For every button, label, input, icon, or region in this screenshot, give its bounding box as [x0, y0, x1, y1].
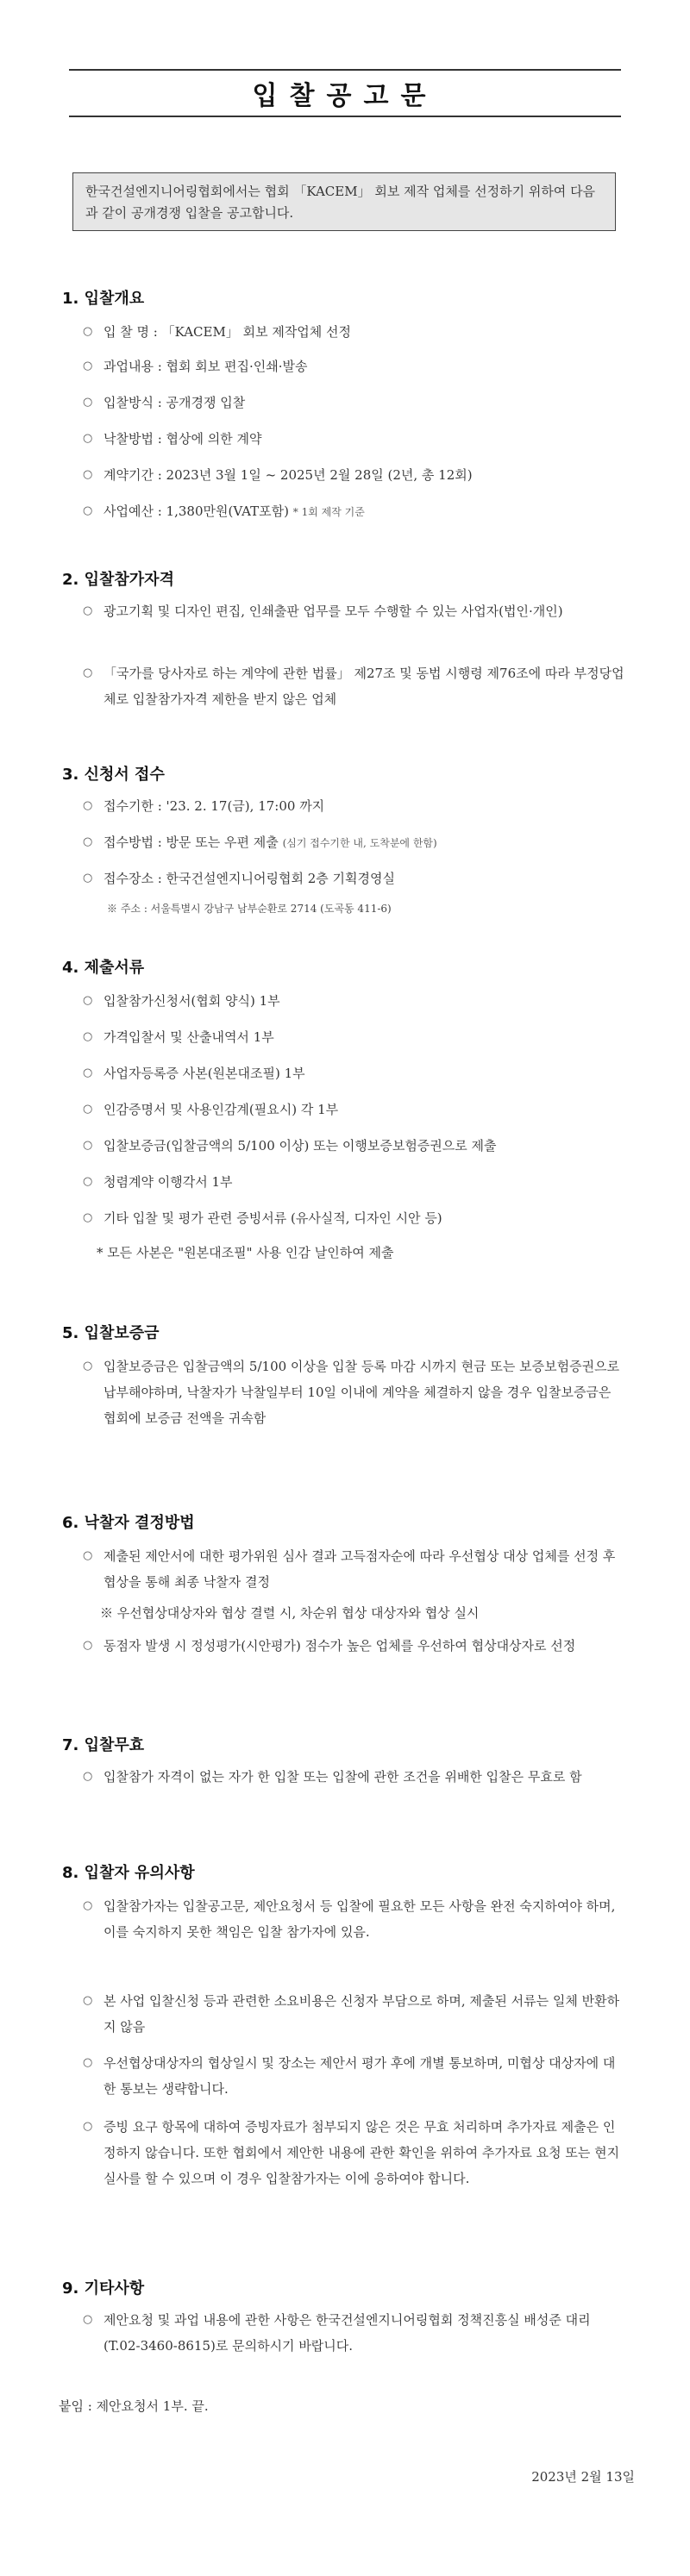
s3-item: ○ 접수기한 : '23. 2. 17(금), 17:00 까지	[83, 793, 626, 819]
bullet-icon: ○	[83, 1639, 93, 1652]
section-7-heading: 7. 입찰무효	[62, 1736, 145, 1754]
negotiation-note: ※ 우선협상대상자와 협상 결렬 시, 차순위 협상 대상자와 협상 실시	[100, 1605, 480, 1621]
bullet-icon: ○	[83, 604, 93, 617]
s9-item: ○ 제안요청 및 과업 내용에 관한 사항은 한국건설엔지니어링협회 정책진흥실 배성준 대리 (T.02-3460-8615)로 문의하시기 바랍니다.	[83, 2307, 626, 2359]
bullet-icon: ○	[83, 1899, 93, 1912]
notice-date: 2023년 2월 13일	[531, 2469, 635, 2485]
s8-item: ○ 증빙 요구 항목에 대하여 증빙자료가 첨부되지 않은 것은 무효 처리하며 추가자료 제출은 인정하지 않습니다. 또한 협회에서 제안한 내용에 관한 확인을 위하여 추가자료 요청 또는 현지실사를 할 수 있으며 이 경우 입찰참가자는 이에 응하여야 합니다.	[83, 2114, 626, 2191]
s3-item: ○ 접수장소 : 한국건설엔지니어링협회 2층 기획경영실	[83, 866, 626, 891]
s1-item: ○ 과업내용 : 협회 회보 편집·인쇄·발송	[83, 353, 626, 379]
section-1-heading: 1. 입찰개요	[62, 290, 145, 308]
s1-item: ○ 낙찰방법 : 협상에 의한 계약	[83, 426, 626, 452]
s6-item: ○ 동점자 발생 시 정성평가(시안평가) 점수가 높은 업체를 우선하여 협상대상자로 선정	[83, 1633, 626, 1659]
section-9-heading: 9. 기타사항	[62, 2279, 145, 2298]
bullet-icon: ○	[83, 504, 93, 517]
s4-item: ○ 인감증명서 및 사용인감계(필요시) 각 1부	[83, 1097, 626, 1122]
s2-item: ○ 「국가를 당사자로 하는 계약에 관한 법률」 제27조 및 동법 시행령 제76조에 따라 부정당업체로 입찰참가자격 제한을 받지 않은 업체	[83, 660, 626, 712]
s4-item: ○ 입찰보증금(입찰금액의 5/100 이상) 또는 이행보증보험증권으로 제출	[83, 1133, 626, 1159]
bullet-icon: ○	[83, 799, 93, 812]
bullet-icon: ○	[83, 666, 93, 679]
s4-item: ○ 기타 입찰 및 평가 관련 증빙서류 (유사실적, 디자인 시안 등)	[83, 1205, 626, 1231]
intro-box: 한국건설엔지니어링협회에서는 협회 「KACEM」 회보 제작 업체를 선정하기 위하여 다음과 같이 공개경쟁 입찰을 공고합니다.	[72, 172, 616, 231]
section-4-heading: 4. 제출서류	[62, 959, 145, 977]
originals-note: * 모든 사본은 "원본대조필" 사용 인감 날인하여 제출	[97, 1245, 394, 1260]
bullet-icon: ○	[83, 2313, 93, 2326]
s7-item: ○ 입찰참가 자격이 없는 자가 한 입찰 또는 입찰에 관한 조건을 위배한 입찰은 무효로 함	[83, 1764, 626, 1790]
bullet-icon: ○	[83, 1175, 93, 1188]
bullet-icon: ○	[83, 432, 93, 445]
method-note: (심기 접수기한 내, 도착분에 한함)	[282, 837, 437, 849]
s1-item: ○ 입 찰 명 : 「KACEM」 회보 제작업체 선정	[83, 319, 626, 345]
s2-item: ○ 광고기획 및 디자인 편집, 인쇄출판 업무를 모두 수행할 수 있는 사업자(법인·개인)	[83, 598, 626, 624]
bullet-icon: ○	[83, 1360, 93, 1372]
bullet-icon: ○	[83, 1994, 93, 2007]
bullet-icon: ○	[83, 1139, 93, 1152]
address-note: ※ 주소 : 서울특별시 강남구 남부순환로 2714 (도곡동 411-6)	[107, 903, 392, 915]
s4-item: ○ 청렴계약 이행각서 1부	[83, 1169, 626, 1195]
bullet-icon: ○	[83, 835, 93, 848]
section-2-heading: 2. 입찰참가자격	[62, 571, 174, 589]
s3-item: ○ 접수방법 : 방문 또는 우편 제출 (심기 접수기한 내, 도착분에 한함)	[83, 829, 626, 856]
bullet-icon: ○	[83, 872, 93, 885]
s8-item: ○ 입찰참가자는 입찰공고문, 제안요청서 등 입찰에 필요한 모든 사항을 완전 숙지하여야 하며, 이를 숙지하지 못한 책임은 입찰 참가자에 있음.	[83, 1893, 626, 1945]
section-3-heading: 3. 신청서 접수	[62, 766, 165, 784]
attachment-line: 붙임 : 제안요청서 1부. 끝.	[59, 2398, 209, 2414]
budget-note: * 1회 제작 기준	[292, 506, 365, 518]
bullet-icon: ○	[83, 468, 93, 481]
bullet-icon: ○	[83, 1030, 93, 1043]
section-6-heading: 6. 낙찰자 결정방법	[62, 1514, 195, 1532]
s1-item: ○ 입찰방식 : 공개경쟁 입찰	[83, 390, 626, 416]
s1-item: ○ 사업예산 : 1,380만원(VAT포함) * 1회 제작 기준	[83, 498, 626, 525]
bullet-icon: ○	[83, 994, 93, 1007]
bullet-icon: ○	[83, 2056, 93, 2069]
section-5-heading: 5. 입찰보증금	[62, 1324, 160, 1342]
s8-item: ○ 본 사업 입찰신청 등과 관련한 소요비용은 신청자 부담으로 하며, 제출된 서류는 일체 반환하지 않음	[83, 1988, 626, 2040]
s4-item: ○ 사업자등록증 사본(원본대조필) 1부	[83, 1060, 626, 1086]
title-box	[69, 69, 621, 117]
section-8-heading: 8. 입찰자 유의사항	[62, 1864, 195, 1882]
bullet-icon: ○	[83, 360, 93, 372]
s1-item: ○ 계약기간 : 2023년 3월 1일 ~ 2025년 2월 28일 (2년, 총 12회)	[83, 462, 626, 488]
s4-item: ○ 입찰참가신청서(협회 양식) 1부	[83, 988, 626, 1014]
s4-item: ○ 가격입찰서 및 산출내역서 1부	[83, 1024, 626, 1050]
bullet-icon: ○	[83, 1770, 93, 1783]
s6-item: ○ 제출된 제안서에 대한 평가위원 심사 결과 고득점자순에 따라 우선협상 대상 업체를 선정 후 협상을 통해 최종 낙찰자 결정	[83, 1543, 626, 1595]
s5-item: ○ 입찰보증금은 입찰금액의 5/100 이상을 입찰 등록 마감 시까지 현금 또는 보증보험증권으로 납부해야하며, 낙찰자가 낙찰일부터 10일 이내에 계약을 체결하지 않을 경우 입찰보증금은 협회에 보증금 전액을 귀속함	[83, 1354, 626, 1431]
bullet-icon: ○	[83, 1103, 93, 1116]
bullet-icon: ○	[83, 1211, 93, 1224]
bullet-icon: ○	[83, 1549, 93, 1562]
bullet-icon: ○	[83, 325, 93, 338]
page-title: 입찰공고문	[252, 81, 438, 111]
bullet-icon: ○	[83, 1066, 93, 1079]
bullet-icon: ○	[83, 2120, 93, 2133]
bullet-icon: ○	[83, 396, 93, 409]
s8-item: ○ 우선협상대상자의 협상일시 및 장소는 제안서 평가 후에 개별 통보하며, 미협상 대상자에 대한 통보는 생략합니다.	[83, 2050, 626, 2102]
